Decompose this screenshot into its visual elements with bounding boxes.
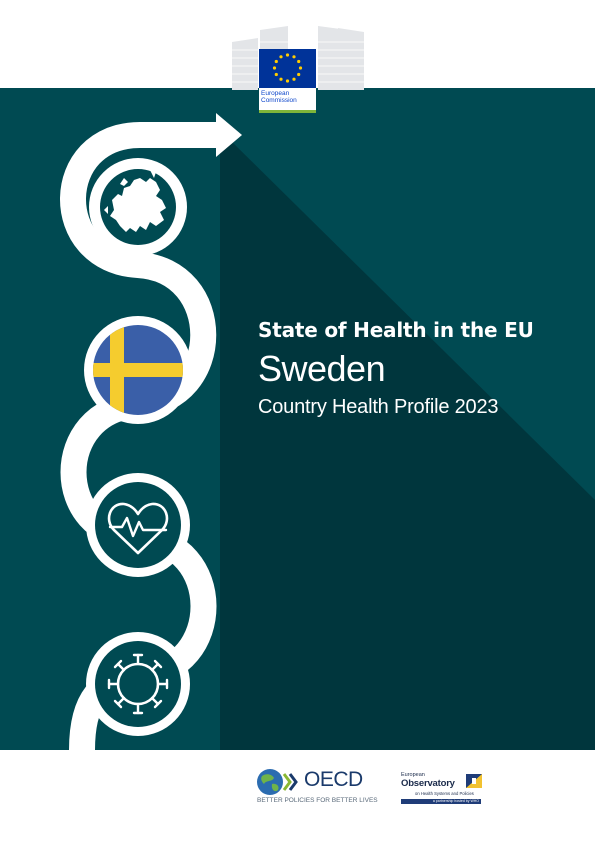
heart-pulse-icon: [86, 473, 190, 577]
observatory-line2: Observatory: [401, 778, 455, 789]
oecd-tagline: BETTER POLICIES FOR BETTER LIVES: [257, 797, 378, 804]
observatory-line4: a partnership hosted by WHO: [432, 799, 479, 803]
diagonal-shadow: [220, 140, 595, 750]
virus-icon: [86, 632, 190, 736]
oecd-name: OECD: [304, 768, 363, 791]
oecd-globe-icon: [256, 768, 302, 796]
observatory-line1: European: [401, 772, 425, 778]
ec-green-bar: [259, 110, 316, 113]
europe-map-icon: [89, 158, 187, 256]
report-title: Country Health Profile 2023: [258, 396, 499, 418]
observatory-line3: on Health Systems and Policies: [415, 791, 474, 796]
oecd-logo: [256, 768, 381, 808]
ec-name-line1: European: [261, 90, 290, 97]
ec-name-line2: Commission: [261, 97, 297, 104]
country-title: Sweden: [258, 348, 386, 389]
cover-panel: [0, 88, 595, 750]
sweden-flag-icon: [84, 316, 192, 424]
series-title: State of Health in the EU: [258, 318, 534, 342]
observatory-mark-icon: [466, 774, 482, 788]
cover-artwork: [0, 88, 595, 750]
ec-name: [259, 88, 316, 110]
title-block: [258, 318, 534, 419]
observatory-logo: [401, 772, 483, 806]
observatory-bar: [401, 799, 481, 804]
